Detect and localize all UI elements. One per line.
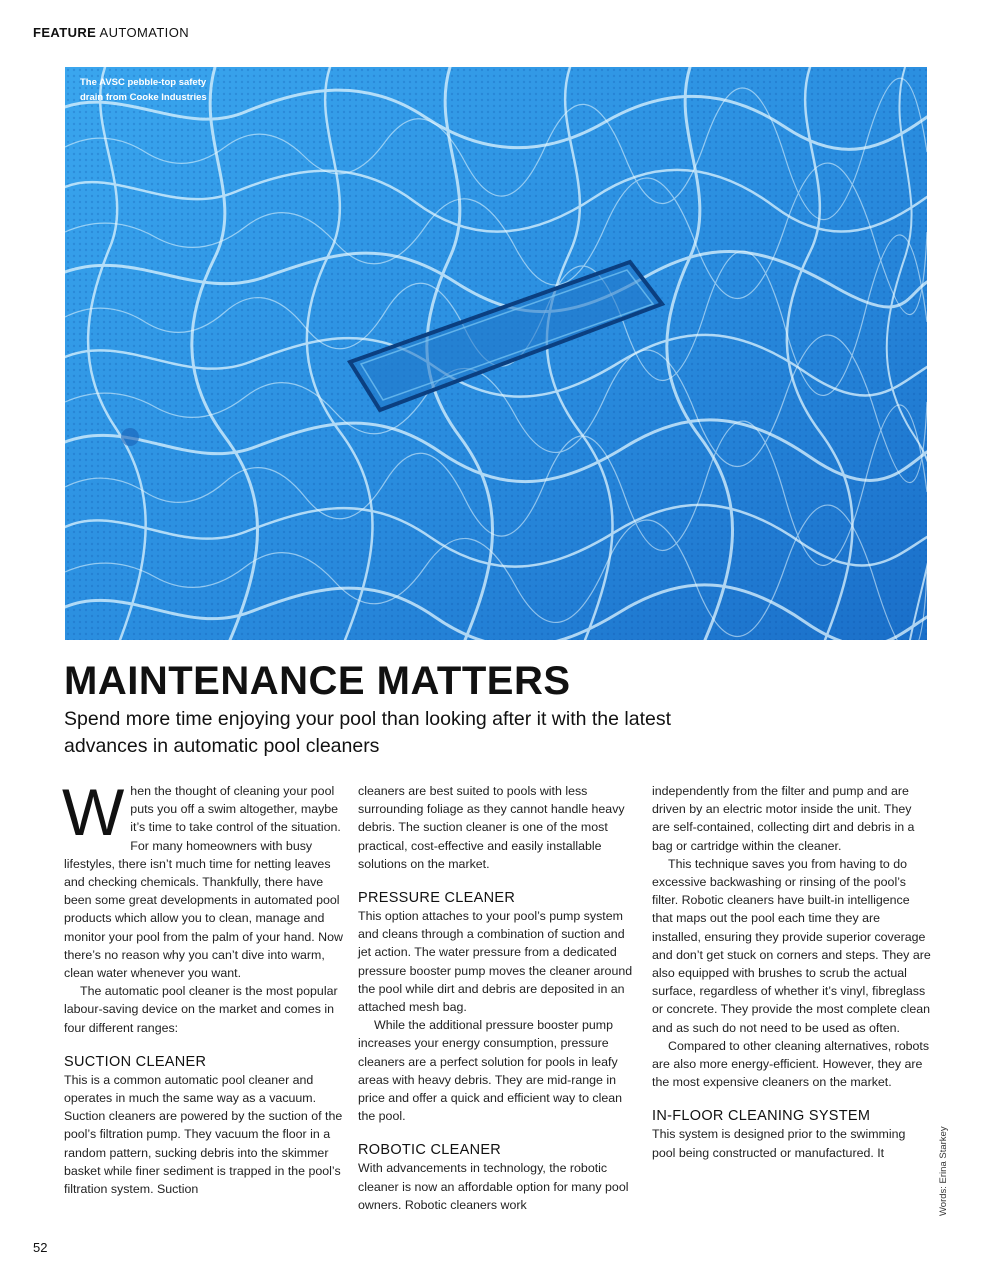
intro-paragraph — [62, 775, 344, 982]
author-byline: Words: Erina Starkey — [938, 1126, 949, 1216]
body-paragraph: This system is designed prior to the swimming pool being constructed or manufactured. It — [652, 1127, 906, 1160]
body-paragraph: cleaners are best suited to pools with less surrounding foliage as they cannot handle heavy debris. The suction cleaner is one of the most practical, cost-effective and easily installable solutions on the market. — [358, 784, 625, 871]
page-number: 52 — [33, 1240, 48, 1255]
article-headline: MAINTENANCE MATTERS — [64, 659, 571, 703]
body-paragraph: This technique saves you from having to do excessive backwashing or rinsing of the pool’s filter. Robotic cleaners have built-in intelligence that maps out the pool each time they are installed, ensuring they provide superior coverage and don’t get stuck on corners and steps. They are also equipped with brushes to scrub the actual surface, regardless of whether it’s vinyl, fibreglass or concrete. They provide the most complete clean and as such do not need to be used as often. — [652, 856, 931, 1035]
drop-cap: W — [62, 775, 125, 849]
hero-photo — [65, 67, 927, 640]
body-paragraph: The automatic pool cleaner is the most popular labour-saving device on the market and comes in four different ranges: — [64, 984, 338, 1035]
pool-fitting-graphic — [121, 428, 139, 446]
body-paragraph: While the additional pressure booster pump increases your energy consumption, pressure cleaners are a perfect solution for pools in leafy areas with heavy debris. They are mid-range in price and offer a quick and efficient way to clean the pool. — [358, 1018, 623, 1124]
body-paragraph: independently from the filter and pump and are driven by an electric motor inside the unit. They are self-contained, collecting dirt and debris in a bag or cartridge within the cleaner. — [652, 784, 915, 853]
subheading-in-floor-cleaning-system: IN-FLOOR CLEANING SYSTEM — [652, 1108, 871, 1125]
body-paragraph: Compared to other cleaning alternatives, robots are also more energy-efficient. However, they are the most expensive cleaners on the market. — [652, 1038, 930, 1090]
section-name: FEATURE — [33, 25, 97, 40]
intro-text: hen the thought of cleaning your pool puts you off a swim altogether, maybe it’s time to take control of the situation. For many homeowners with busy lifestyles, there isn’t much time for netting leaves and checking chemicals. Thankfully, there have been some great developments in automated pool products which allow you to clean, manage and monitor your pool from the palm of your hand. Now there’s no reason why you can’t dive into warm, clean water whenever you want. — [64, 784, 343, 981]
article-column-2 — [358, 782, 638, 1214]
body-paragraph: With advancements in technology, the robotic cleaner is now an affordable option for many pool owners. Robotic cleaners work — [358, 1161, 629, 1212]
pool-water-image — [65, 67, 927, 640]
section-topic: AUTOMATION — [99, 25, 189, 40]
body-paragraph: This is a common automatic pool cleaner and operates in much the same way as a vacuum. Suction cleaners are powered by the suction of the pool’s filtration pump. They vacuum the floor in a random pattern, sucking debris into the skimmer basket while finer sediment is trapped in the pool’s filtration system. Suction — [64, 1072, 343, 1197]
article-column-1 — [62, 775, 344, 1198]
body-paragraph: This option attaches to your pool’s pump system and cleans through a combination of suction and jet action. The water pressure from a dedicated pressure booster pump moves the cleaner around the pool while dirt and debris are deposited in an attached mesh bag. — [358, 909, 633, 1015]
subheading-suction-cleaner: SUCTION CLEANER — [64, 1053, 207, 1070]
subheading-pressure-cleaner: PRESSURE CLEANER — [358, 890, 516, 907]
subheading-robotic-cleaner: ROBOTIC CLEANER — [358, 1142, 502, 1159]
photo-caption: The AVSC pebble-top safety drain from Cooke Industries — [80, 77, 207, 103]
article-column-3 — [652, 782, 932, 1162]
section-label — [33, 25, 189, 40]
article-standfirst: Spend more time enjoying your pool than looking after it with the latest advances in automatic pool cleaners — [64, 708, 672, 757]
